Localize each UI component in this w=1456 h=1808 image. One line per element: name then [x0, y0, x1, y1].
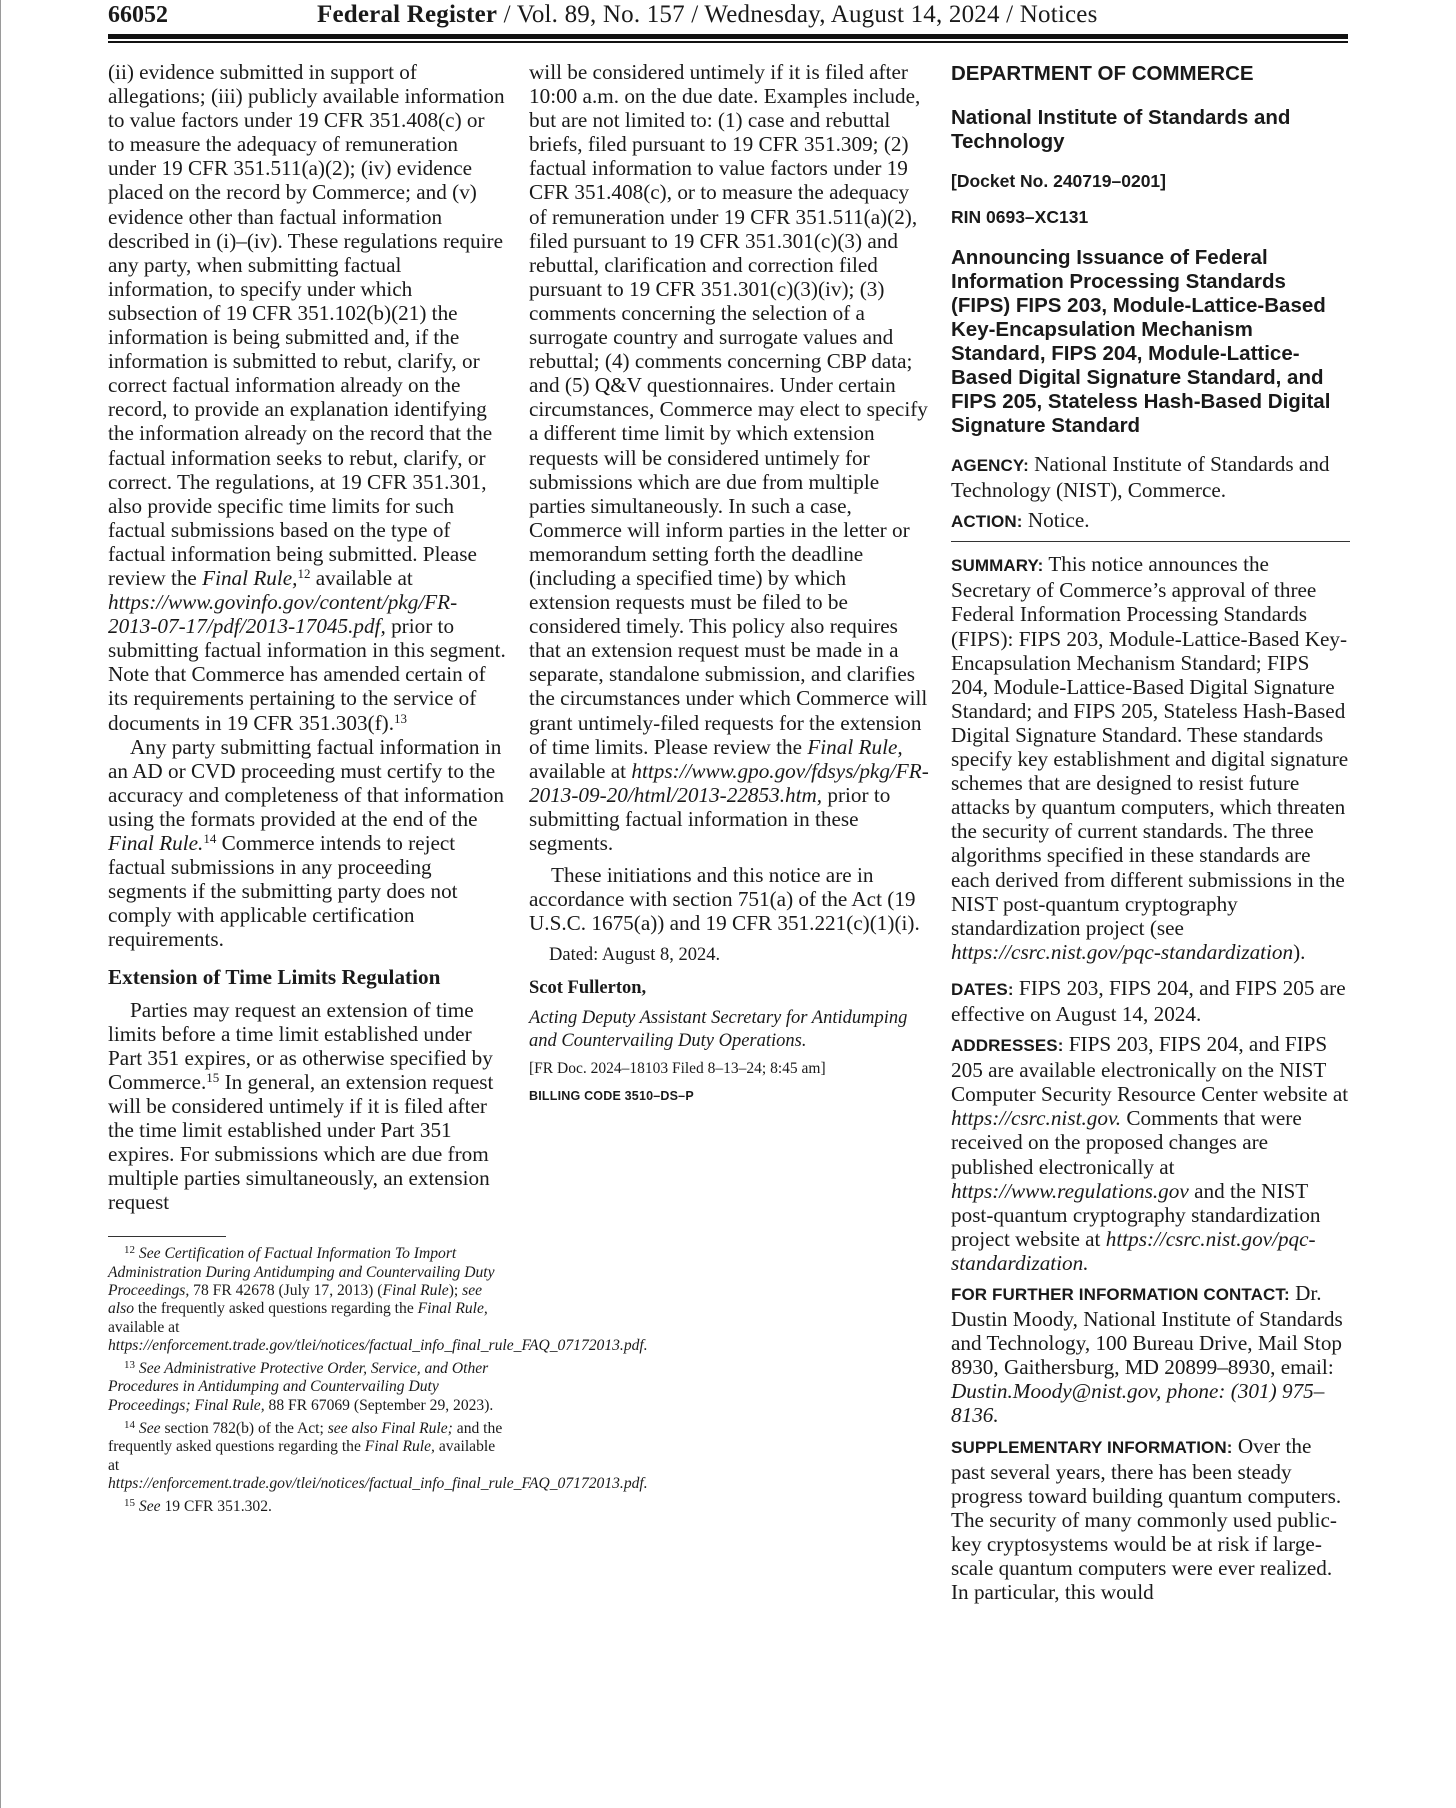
text-run: Any party submitting factual information in an AD or CVD proceeding must certify to the accuracy and completeness of that information using the formats provided at the end of the: [108, 734, 504, 831]
agency-label: AGENCY:: [951, 456, 1029, 475]
action-label: ACTION:: [951, 512, 1023, 532]
text-run: Over the past several years, there has been steady progress toward building quantum computers. The security of many commonly used public-key cryptosystems would be at risk if large-scale quantum computers were ever realized. In particular, this would: [951, 1433, 1342, 1605]
text-run: This notice announces the Secretary of Commerce’s approval of three Federal Information Processing Standards (FIPS): FIPS 203, Module-Lattice-Based Key-Encapsulation Mechanism Standard; FIPS 204, Module-Lattice-Based Digital Signature Standard; and FIPS 205, Stateless Hash-Based Digital Signature Standard. These standards specify key establishment and digital signature schemes that are designed to resist future attacks by quantum computers, which threaten the security of current standards. The three algorithms specified in these standards are each derived from different submissions in the NIST post-quantum cryptography standardization project (see: [951, 552, 1349, 940]
enforcement-link[interactable]: https://enforcement.trade.gov/tlei/notices/factual_info_final_rule_FAQ_07172013.pdf.: [108, 1474, 648, 1492]
footnote-ref-15[interactable]: 15: [206, 1069, 220, 1085]
section-divider: [951, 541, 1350, 542]
running-head: [317, 1, 1098, 29]
csrc-link[interactable]: https://csrc.nist.gov.: [951, 1106, 1122, 1131]
page-header: [108, 0, 1348, 32]
text-run: Commerce intends to reject factual submissions in any proceeding segments if the submitting party does not comply with applicable certification requirements.: [108, 831, 458, 952]
signer-name: Scot Fullerton,: [529, 978, 647, 999]
text-run: see also: [108, 1282, 483, 1318]
text-run: 78 FR 42678 (July 17, 2013) (: [189, 1282, 383, 1299]
text-run: National Institute of Standards and Technology (NIST), Commerce.: [951, 452, 1330, 503]
issue-details: / Vol. 89, No. 157 / Wednesday, August 14, 2024 / Notices: [497, 1, 1098, 28]
signer-title: Acting Deputy Assistant Secretary for Antidumping and Countervailing Duty Operations.: [529, 1008, 908, 1052]
footnote-number: 13: [124, 1359, 135, 1372]
text-run: Final Rule: [382, 1282, 449, 1299]
final-rule-ref: Final Rule.: [108, 831, 204, 855]
text-run: (ii) evidence submitted in support of allegations; (iii) publicly available information to value factors under 19 CFR 351.408(c) or to measure the adequacy of remuneration under 19 CFR 351.511(a)(2); (iv) evidence placed on the record by Commerce; and (v) evidence other than factual information described in (i)–(iv). These regulations require any party, when submitting factual information, to specify under which subsection of 19 CFR 351.102(b)(21) the information is being submitted and, if the information is submitted to rebut, clarify, or correct factual information already on the record, to provide an explanation identifying the information already on the record that the factual information seeks to rebut, clarify, or correct. The regulations, at 19 CFR 351.301, also provide specific time limits for such factual submissions based on the type of factual information being submitted. Please review the: [108, 60, 505, 590]
supplementary-label: SUPPLEMENTARY INFORMATION:: [951, 1437, 1233, 1457]
footnote-ref-13[interactable]: 13: [394, 710, 408, 726]
text-run: available at: [310, 565, 413, 590]
summary-label: SUMMARY:: [951, 556, 1044, 576]
contact-field: [951, 1281, 1350, 1428]
text-run: see also Final Rule;: [327, 1420, 453, 1438]
contact-email[interactable]: Dustin.Moody@nist.gov, phone: (301) 975–8136.: [951, 1379, 1325, 1428]
docket-number: [Docket No. 240719–0201]: [951, 171, 1166, 191]
text-run: Comments that were received on the proposed changes are published electronically at: [951, 1106, 1302, 1179]
text-run: prior to submitting factual information in these segments.: [529, 782, 891, 855]
text-run: Notice.: [1022, 508, 1090, 533]
footnote-divider: [108, 1236, 226, 1237]
action-field: [951, 508, 1350, 534]
page-edge-line: [0, 0, 1, 1808]
text-run: 88 FR 67069 (September 29, 2023).: [264, 1396, 494, 1414]
page-number: 66052: [108, 2, 168, 28]
dated-line: Dated: August 8, 2024.: [549, 945, 721, 966]
text-run: See Certification of Factual Information To Import Administration During Antidumping and Countervailing Duty Proceedings,: [108, 1245, 495, 1299]
footnote-number: 12: [124, 1244, 135, 1257]
publication-name: Federal Register: [317, 1, 498, 28]
gpo-link[interactable]: https://www.gpo.gov/fdsys/pkg/FR-2013-09-20/html/2013-22853.htm,: [529, 758, 929, 807]
billing-code: BILLING CODE 3510–DS–P: [529, 1089, 694, 1104]
text-run: ).: [1293, 939, 1306, 964]
rin-number: RIN 0693–XC131: [951, 207, 1089, 227]
pqc-link[interactable]: https://csrc.nist.gov/pqc-standardization: [951, 939, 1294, 964]
section-heading: Extension of Time Limits Regulation: [108, 965, 441, 990]
column-middle: [529, 60, 929, 1108]
agency-field: [951, 452, 1350, 502]
text-run: FIPS 203, FIPS 204, and FIPS 205 are effective on August 14, 2024.: [951, 975, 1346, 1026]
text-run: will be considered untimely if it is filed after 10:00 a.m. on the due date. Examples include, but are not limited to: (1) case and rebuttal briefs, filed pursuant to 19 CFR 351.309; (2) factual information to value factors under 19 CFR 351.408(c), or to measure the adequacy of remuneration under 19 CFR 351.511(a)(2), filed pursuant to 19 CFR 351.301(c)(3) and rebuttal, clarification and correction filed pursuant to 19 CFR 351.301(c)(3)(iv); (3) comments concerning the selection of a surrogate country and surrogate values and rebuttal; (4) comments concerning CBP data; and (5) Q&V questionnaires. Under certain circumstances, Commerce may elect to specify a different time limit by which extension requests will be considered untimely for submissions which are due from multiple parties simultaneously. In such a case, Commerce will inform parties in the letter or memorandum setting forth the deadline (including a specified time) by which extension requests must be filed to be considered timely. This policy also requires that an extension request must be made in a separate, standalone submission, and clarifies the circumstances under which Commerce will grant untimely-filed requests for the extension of time limits. Please review the: [529, 60, 928, 759]
pqc-link[interactable]: https://csrc.nist.gov/pqc-standardization.: [951, 1226, 1316, 1275]
sub-agency-heading: National Institute of Standards and Technology: [951, 106, 1291, 153]
summary-field: [951, 552, 1350, 964]
text-run: FIPS 203, FIPS 204, and FIPS 205 are available electronically on the NIST Computer Security Resource Center website at: [951, 1032, 1349, 1107]
text-run: See Administrative Protective Order, Service, and Other Procedures in Antidumping and Countervailing Duty Proceedings; Final Rule,: [108, 1360, 489, 1414]
final-rule-ref: Final Rule,: [202, 565, 298, 590]
dates-label: DATES:: [951, 979, 1014, 999]
text-run: Dr. Dustin Moody, National Institute of Standards and Technology, 100 Bureau Drive, Mail Stop 8930, Gaithersburg, MD 20899–8930, email:: [951, 1281, 1343, 1380]
text-run: the frequently asked questions regarding the: [134, 1300, 418, 1318]
footnote-number: 14: [124, 1419, 135, 1432]
fr-doc-line: [FR Doc. 2024–18103 Filed 8–13–24; 8:45 am]: [529, 1060, 826, 1078]
addresses-field: [951, 1032, 1350, 1275]
govinfo-link[interactable]: https://www.govinfo.gov/content/pkg/FR-2013-07-17/pdf/2013-17045.pdf,: [108, 590, 458, 639]
text-run: and the NIST post-quantum cryptography standardization project website at: [951, 1178, 1321, 1251]
regulations-link[interactable]: https://www.regulations.gov: [951, 1178, 1189, 1203]
addresses-label: ADDRESSES:: [951, 1036, 1064, 1056]
text-run: See: [138, 1420, 161, 1438]
text-run: prior to submitting factual information in this segment. Note that Commerce has amended certain of its requirements pertaining to the service of documents in 19 CFR 351.303(f).: [108, 614, 506, 735]
footnote-15: [108, 1498, 506, 1516]
text-run: Final Rule,: [364, 1438, 435, 1456]
paragraph-extension: [108, 998, 506, 1215]
dates-field: [951, 976, 1350, 1026]
text-run: available at: [529, 758, 632, 783]
text-run: section 782(b) of the Act;: [160, 1420, 328, 1438]
contact-label: FOR FURTHER INFORMATION CONTACT:: [951, 1285, 1290, 1304]
footnote-14: [108, 1419, 648, 1493]
footnote-ref-14[interactable]: 14: [203, 831, 217, 846]
text-run: available at: [108, 1438, 496, 1474]
final-rule-ref: Final Rule,: [807, 734, 903, 759]
text-run: available at: [108, 1318, 180, 1336]
paragraph-untimely: [529, 60, 929, 855]
department-heading: DEPARTMENT OF COMMERCE: [951, 62, 1254, 85]
text-run: );: [448, 1282, 463, 1299]
text-run: In general, an extension request will be considered untimely if it is filed after the time limit established under Part 351 expires. For submissions which are due from multiple parties simultaneously, an extension request: [108, 1069, 494, 1215]
paragraph-certification: [108, 735, 506, 952]
column-right: [951, 62, 1350, 1604]
footnote-ref-12[interactable]: 12: [297, 565, 311, 581]
enforcement-link[interactable]: https://enforcement.trade.gov/tlei/notices/factual_info_final_rule_FAQ_07172013.pdf.: [108, 1336, 648, 1354]
footnote-12: [108, 1244, 648, 1355]
text-run: 19 CFR 351.302.: [160, 1498, 272, 1516]
footnote-13: [108, 1360, 506, 1415]
text-run: Final Rule,: [417, 1300, 488, 1318]
document-title: Announcing Issuance of Federal Information Processing Standards (FIPS) FIPS 203, Module-Lattice-Based Key-Encapsulation Mechanism Standard, FIPS 204, Module-Lattice-Based Digital Signature Standard, and FIPS 205, Stateless Hash-Based Digital Signature Standard: [951, 246, 1331, 437]
header-rule-thick: [108, 34, 1348, 39]
text-run: See: [138, 1498, 161, 1516]
header-rule-thin: [108, 41, 1348, 43]
paragraph-initiations: These initiations and this notice are in accordance with section 751(a) of the Act (19 U.S.C. 1675(a)) and 19 CFR 351.221(c)(1)(i).: [529, 863, 920, 936]
paragraph-factual-info: [108, 60, 506, 735]
footnote-number: 15: [124, 1497, 135, 1510]
supplementary-field: [951, 1434, 1350, 1605]
text-run: and the frequently asked questions regarding the: [108, 1420, 503, 1456]
text-run: Parties may request an extension of time limits before a time limit established under Part 351 expires, or as otherwise specified by Commerce.: [108, 997, 493, 1094]
